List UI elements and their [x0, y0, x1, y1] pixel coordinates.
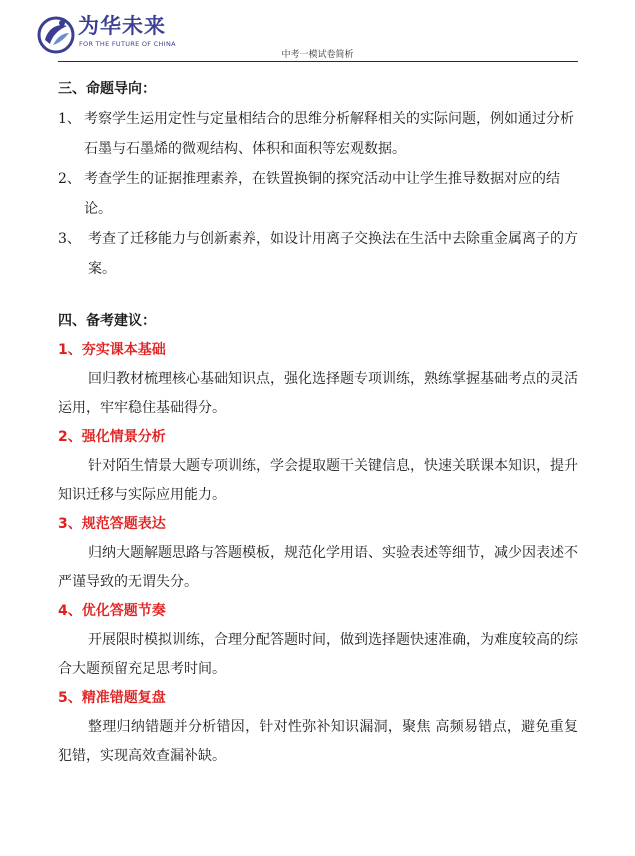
- section-heading-orientation: 三、命题导向：: [58, 81, 156, 97]
- orientation-item: [58, 104, 578, 164]
- orientation-item: [58, 224, 578, 284]
- item-number: 2、: [58, 171, 81, 187]
- suggestion-title: 2、强化情景分析: [58, 429, 166, 445]
- suggestion-body: 开展限时模拟训练，合理分配答题时间，做到选择题快速准确，为难度较高的综合大题预留充足思考时间。: [58, 632, 578, 677]
- item-text: 考察学生运用定性与定量相结合的思维分析解释相关的实际问题，例如通过分析石墨与石墨烯的微观结构、体积和面积等宏观数据。: [84, 111, 574, 157]
- suggestion-body: 整理归纳错题并分析错因，针对性弥补知识漏洞，聚焦 高频易错点，避免重复犯错，实现高效查漏补缺。: [58, 719, 578, 764]
- item-number: 1、: [58, 111, 81, 127]
- suggestion-title: 3、规范答题表达: [58, 516, 166, 532]
- item-text: 考查学生的证据推理素养，在铁置换铜的探究活动中让学生推导数据对应的结论。: [84, 171, 560, 217]
- suggestion-title: 4、优化答题节奏: [58, 603, 166, 619]
- suggestion-body: 回归教材梳理核心基础知识点，强化选择题专项训练，熟练掌握基础考点的灵活运用，牢牢稳住基础得分。: [58, 371, 578, 416]
- brand-name: 为华未来: [78, 14, 166, 38]
- header-divider: [58, 61, 578, 62]
- brand-tagline: FOR THE FUTURE OF CHINA: [79, 40, 176, 48]
- section-spacer: [58, 284, 578, 306]
- suggestion-body: 归纳大题解题思路与答题模板，规范化学用语、实验表述等细节，减少因表述不严谨导致的无谓失分。: [58, 545, 578, 590]
- suggestion-body: 针对陌生情景大题专项训练，学会提取题干关键信息，快速关联课本知识，提升知识迁移与实际应用能力。: [58, 458, 578, 503]
- doc-title: 中考一模试卷简析: [281, 50, 354, 60]
- leaf-swirl-logo-icon: [36, 14, 76, 54]
- page-header: [0, 0, 635, 62]
- page-content: [58, 74, 578, 771]
- orientation-item: [58, 164, 578, 224]
- section-heading-suggestions: 四、备考建议：: [58, 313, 156, 329]
- item-number: 3、: [58, 231, 81, 247]
- suggestion-title: 1、夯实课本基础: [58, 342, 166, 358]
- suggestion-title: 5、精准错题复盘: [58, 690, 166, 706]
- item-text: 考查了迁移能力与创新素养，如设计用离子交换法在生活中去除重金属离子的方案。: [88, 231, 578, 277]
